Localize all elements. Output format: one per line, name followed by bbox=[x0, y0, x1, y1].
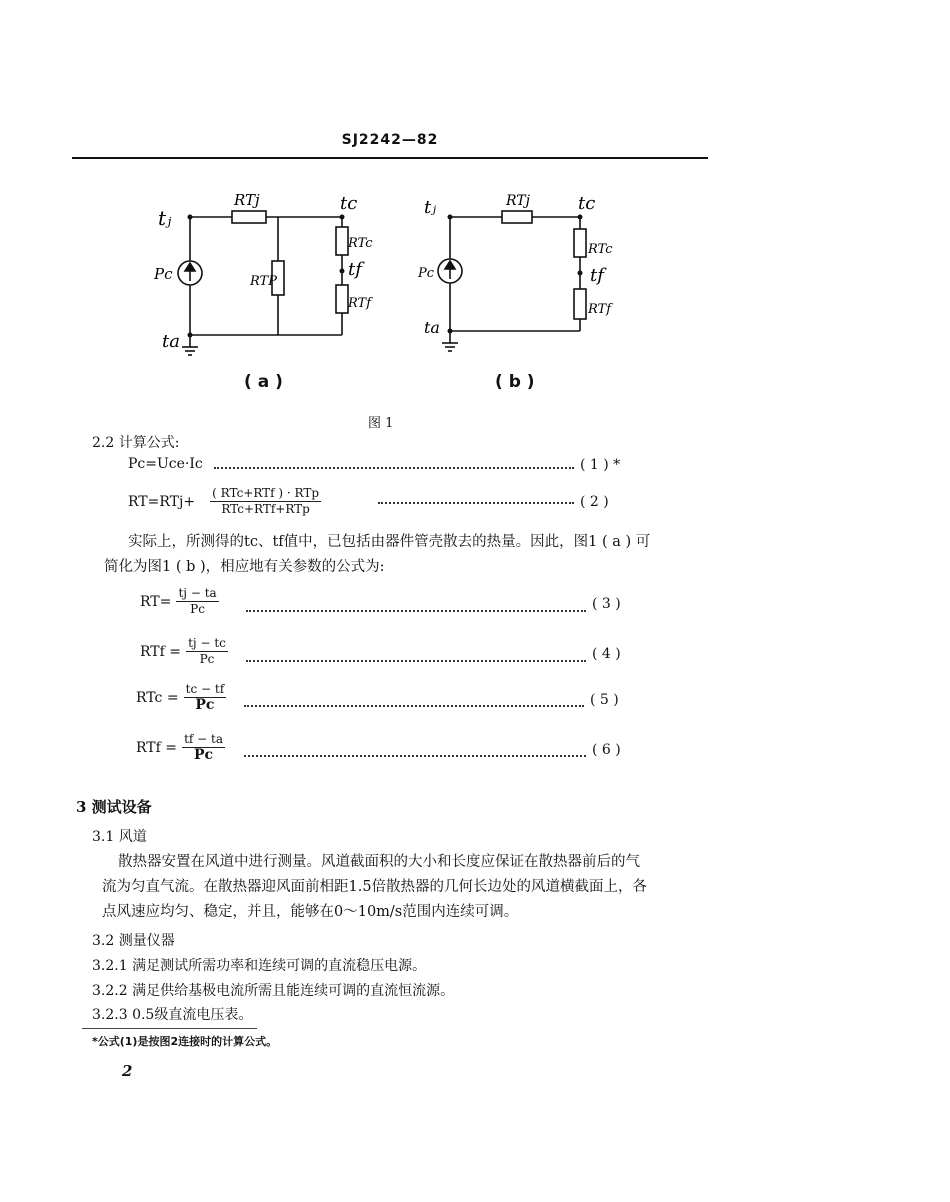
section-2-2-heading: 2.2 计算公式: bbox=[92, 435, 180, 451]
equation-1-number: ( 1 ) * bbox=[580, 457, 621, 473]
equation-2-number: ( 2 ) bbox=[580, 494, 609, 510]
document-code: SJ2242—82 bbox=[341, 132, 439, 148]
header-rule bbox=[72, 157, 708, 159]
equation-2-numerator: ( RTc+RTf ) · RTp bbox=[212, 486, 320, 500]
equation-4 bbox=[140, 636, 228, 667]
equation-3-number: ( 3 ) bbox=[592, 596, 621, 612]
equation-5-lhs: RTc = bbox=[136, 689, 179, 706]
equation-6 bbox=[136, 732, 225, 763]
equation-2-lhs: RT=RTj+ bbox=[128, 493, 196, 510]
label-ta: ta bbox=[424, 318, 440, 337]
equation-6-numerator: tf − ta bbox=[184, 732, 224, 746]
equation-6-denominator: Pc bbox=[194, 747, 214, 763]
section-3-2-1: 3.2.1 满足测试所需功率和连续可调的直流稳压电源。 bbox=[92, 958, 427, 974]
equation-5 bbox=[136, 682, 226, 713]
label-tj: tⱼ bbox=[424, 197, 436, 218]
equation-3-denominator: Pc bbox=[190, 602, 205, 616]
leader-dots bbox=[246, 660, 586, 662]
label-tf: tf bbox=[590, 265, 604, 286]
circuit-diagram-a bbox=[150, 185, 390, 370]
equation-5-denominator: Pc bbox=[195, 697, 215, 713]
label-tc: tc bbox=[340, 193, 358, 214]
label-rtj: RTj bbox=[506, 193, 530, 209]
figure-title: 图 1 bbox=[368, 416, 394, 431]
section-3-2-heading: 3.2 测量仪器 bbox=[92, 933, 175, 949]
leader-dots bbox=[378, 502, 574, 504]
section-3-heading: 3 测试设备 bbox=[76, 798, 152, 816]
label-rtc: RTc bbox=[588, 242, 613, 257]
circuit-diagram-b bbox=[410, 185, 630, 370]
label-tf: tf bbox=[348, 259, 362, 280]
paragraph-line: 点风速应均匀、稳定，并且，能够在0～10m/s范围内连续可调。 bbox=[102, 904, 519, 920]
section-3-2-3: 3.2.3 0.5级直流电压表。 bbox=[92, 1007, 253, 1023]
equation-4-numerator: tj − tc bbox=[188, 636, 226, 650]
equation-3-numerator: tj − ta bbox=[178, 586, 217, 600]
label-tj: tⱼ bbox=[158, 206, 172, 230]
figure-caption-a: ( a ) bbox=[244, 372, 283, 392]
section-3-2-2: 3.2.2 满足供给基极电流所需且能连续可调的直流恒流源。 bbox=[92, 983, 455, 999]
equation-4-lhs: RTf = bbox=[140, 643, 181, 660]
equation-6-number: ( 6 ) bbox=[592, 742, 621, 758]
paragraph-line: 简化为图1 ( b )，相应地有关参数的公式为: bbox=[104, 559, 385, 575]
label-rtj: RTj bbox=[234, 191, 260, 209]
paragraph-line: 散热器安置在风道中进行测量。风道截面积的大小和长度应保证在散热器前后的气 bbox=[118, 854, 640, 870]
label-ta: ta bbox=[162, 331, 180, 352]
label-tc: tc bbox=[578, 193, 596, 214]
paragraph-line: 流为匀直气流。在散热器迎风面前相距1.5倍散热器的几何长边处的风道横截面上，各 bbox=[102, 879, 648, 895]
leader-dots bbox=[244, 755, 586, 757]
label-rtp: RTP bbox=[250, 274, 277, 289]
figure-caption-b: ( b ) bbox=[495, 372, 535, 392]
leader-dots bbox=[214, 467, 574, 469]
equation-4-denominator: Pc bbox=[199, 652, 215, 666]
equation-5-numerator: tc − tf bbox=[185, 682, 225, 696]
section-3-1-heading: 3.1 风道 bbox=[92, 829, 147, 845]
equation-3-lhs: RT= bbox=[140, 593, 172, 610]
equation-5-number: ( 5 ) bbox=[590, 692, 619, 708]
paragraph-line: 实际上，所测得的tc、tf值中，已包括由器件管壳散去的热量。因此，图1 ( a ) 可 bbox=[128, 534, 651, 550]
footnote: *公式(1)是按图2连接时的计算公式。 bbox=[92, 1035, 278, 1048]
label-pc: Pc bbox=[418, 266, 435, 281]
page-number: 2 bbox=[122, 1062, 133, 1080]
leader-dots bbox=[246, 610, 586, 612]
equation-3 bbox=[140, 586, 219, 617]
label-rtf: RTf bbox=[588, 302, 612, 317]
equation-6-lhs: RTf = bbox=[136, 739, 177, 756]
leader-dots bbox=[244, 705, 584, 707]
label-rtc: RTc bbox=[348, 236, 373, 251]
equation-4-number: ( 4 ) bbox=[592, 646, 621, 662]
footnote-rule bbox=[82, 1028, 257, 1029]
equation-2-denominator: RTc+RTf+RTp bbox=[221, 502, 310, 516]
label-rtf: RTf bbox=[348, 296, 372, 311]
equation-2 bbox=[128, 486, 321, 517]
label-pc: Pc bbox=[154, 265, 173, 283]
equation-1: Pc=Uce·Ic bbox=[128, 456, 203, 472]
